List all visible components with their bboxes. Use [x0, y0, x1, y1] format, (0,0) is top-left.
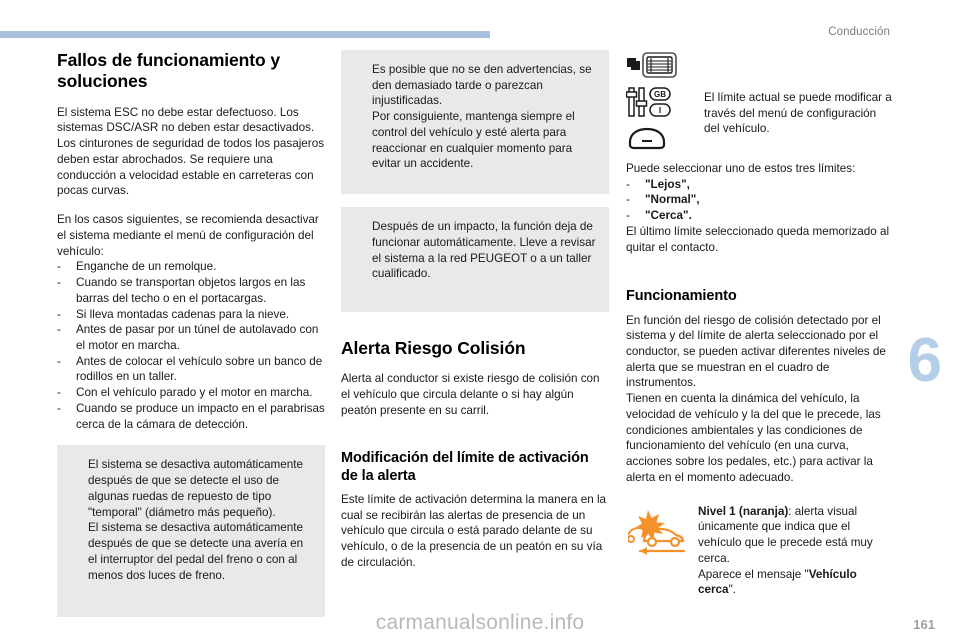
dash-marker: - — [57, 276, 61, 290]
list-item-label: Con el vehículo parado y el motor en marcha. — [76, 386, 313, 400]
dash-marker: - — [57, 260, 61, 274]
list-item — [626, 192, 894, 208]
middle-paragraph-1: Alerta al conductor si existe riesgo de colisión con el vehículo que circula delante o si hay algún peatón presente en su carril. — [341, 372, 600, 417]
dash-marker: - — [57, 401, 61, 415]
middle-column — [341, 50, 609, 571]
dash-marker: - — [57, 386, 61, 400]
spacer — [341, 312, 609, 338]
list-item-label: "Cerca". — [645, 209, 692, 223]
left-paragraph-1: El sistema ESC no debe estar defectuoso. Los sistemas DSC/ASR no deben estar desactivados. Los cinturones de seguridad de todos los pasajeros deben estar abrochados. Se requiere una conducción a velocidad estable en carreteras con pocas curvas. — [57, 105, 325, 198]
alert-level-1-message: Vehículo cerca — [698, 567, 857, 597]
alert-level-1-desc: : alerta visual únicamente que indica que el vehículo que le precede está muy cerca. — [698, 504, 873, 565]
alert-level-1-message-prefix: Aparece el mensaje " — [698, 567, 809, 581]
list-item — [626, 177, 894, 193]
dash-marker: - — [626, 193, 630, 207]
warning-callout-2-text: Después de un impacto, la función deja de funcionar automáticamente. Lleve a revisar el sistema a la red PEUGEOT o a un taller cualificado. — [372, 220, 596, 281]
warning-callout-1-text: Es posible que no se den advertencias, se den demasiado tarde o parezcan injustificadas. Por consiguiente, mantenga siempre el control del vehículo y esté alerta para reaccionar en cualquier momento para evitar un accidente. — [372, 63, 592, 171]
pictogram-description: El límite actual se puede modificar a través del menú de configuración del vehículo. — [704, 91, 892, 136]
svg-text:I: I — [658, 106, 662, 115]
header-section-title: Conducción — [828, 26, 890, 38]
spacer — [626, 255, 894, 287]
list-item-label: Cuando se produce un impacto en el parabrisas cerca de la cámara de detección. — [76, 401, 325, 431]
right-paragraph-1: En función del riesgo de colisión detectado por el sistema y del límite de alerta seleccionado por el conductor, se pueden activar diferentes niveles de alerta que se muestran en el cuadro de instrumentos. Tienen en cuenta la dinámica del vehículo, la velocidad de vehículo y la del que le precede, las condiciones ambientales y las condiciones de funcionamiento del vehículo (en una curva, acciones sobre los pedales, etc.) para activar la alerta en el momento adecuado. — [626, 313, 886, 484]
list-item-label: Antes de pasar por un túnel de autolavado con el motor en marcha. — [76, 323, 319, 352]
page-number: 161 — [913, 617, 935, 632]
warning-callout-1 — [341, 50, 609, 194]
svg-text:GB: GB — [654, 90, 666, 99]
left-paragraph-2: En los casos siguientes, se recomienda desactivar el sistema mediante el menú de configuración del vehículo: — [57, 213, 319, 258]
subsection-title-funcionamiento: Funcionamiento — [626, 288, 737, 305]
subsection-title-modificacion-limite: Modificación del límite de activación de la alerta — [341, 449, 589, 484]
right-column — [626, 50, 894, 598]
dash-marker: - — [626, 177, 630, 191]
list-item-label: Cuando se transportan objetos largos en las barras del techo o en el portacargas. — [76, 276, 306, 305]
list-item — [57, 322, 325, 353]
pictogram-block — [626, 50, 894, 154]
info-callout-text: El sistema se desactiva automáticamente después de que se detecte el uso de algunas ruedas de repuesto de tipo "temporal" (diámetro más pequeño). El sistema se desactiva automáticamente después de que se detecte una avería en el interruptor del pedal del freno o con al menos dos luces de freno. — [88, 458, 304, 582]
dash-marker: - — [57, 354, 61, 368]
list-item-label: Enganche de un remolque. — [76, 260, 217, 274]
list-item — [626, 208, 894, 224]
left-column — [57, 50, 325, 617]
dash-marker: - — [57, 307, 61, 321]
spacer — [341, 194, 609, 207]
alert-level-1-message-suffix: ". — [728, 583, 736, 597]
settings-path-pictogram — [626, 50, 698, 154]
list-item-label: Si lleva montadas cadenas para la nieve. — [76, 307, 290, 321]
header-rule — [0, 31, 490, 38]
dash-marker: - — [57, 323, 61, 337]
list-item — [57, 354, 325, 385]
list-item — [57, 307, 325, 323]
alert-limits-list — [626, 177, 894, 224]
alert-level-1-text — [698, 504, 894, 598]
list-item — [57, 401, 325, 432]
limits-note: El último límite seleccionado queda memorizado al quitar el contacto. — [626, 224, 890, 254]
info-callout — [57, 445, 325, 617]
list-item-label: "Normal", — [645, 193, 700, 207]
spacer — [57, 199, 325, 212]
spacer — [57, 432, 325, 445]
alert-level-1-row — [626, 504, 894, 598]
middle-paragraph-2: Este límite de activación determina la manera en la cual se recibirán las alertas de presencia de un vehículo que circula o está parado delante de su vehículo, o de la presencia de un peatón en su vía de circulación. — [341, 492, 607, 569]
warning-callout-2 — [341, 207, 609, 312]
deactivation-conditions-list — [57, 259, 325, 432]
section-title-alerta-riesgo-colision: Alerta Riesgo Colisión — [341, 338, 526, 359]
dash-marker: - — [626, 209, 630, 223]
limits-intro: Puede seleccionar uno de estos tres límites: — [626, 162, 856, 175]
chapter-number: 6 — [907, 326, 942, 395]
list-item — [57, 259, 325, 275]
collision-alert-orange-icon — [628, 508, 686, 558]
spacer — [341, 419, 609, 449]
list-item-label: "Lejos", — [645, 177, 690, 191]
alert-level-1-title: Nivel 1 (naranja) — [698, 504, 789, 518]
list-item — [57, 275, 325, 306]
spacer — [626, 154, 894, 161]
list-item-label: Antes de colocar el vehículo sobre un banco de rodillos en un taller. — [76, 354, 323, 384]
watermark: carmanualsonline.info — [375, 611, 585, 634]
page-title: Fallos de funcionamiento y soluciones — [57, 50, 280, 92]
list-item — [57, 385, 325, 401]
